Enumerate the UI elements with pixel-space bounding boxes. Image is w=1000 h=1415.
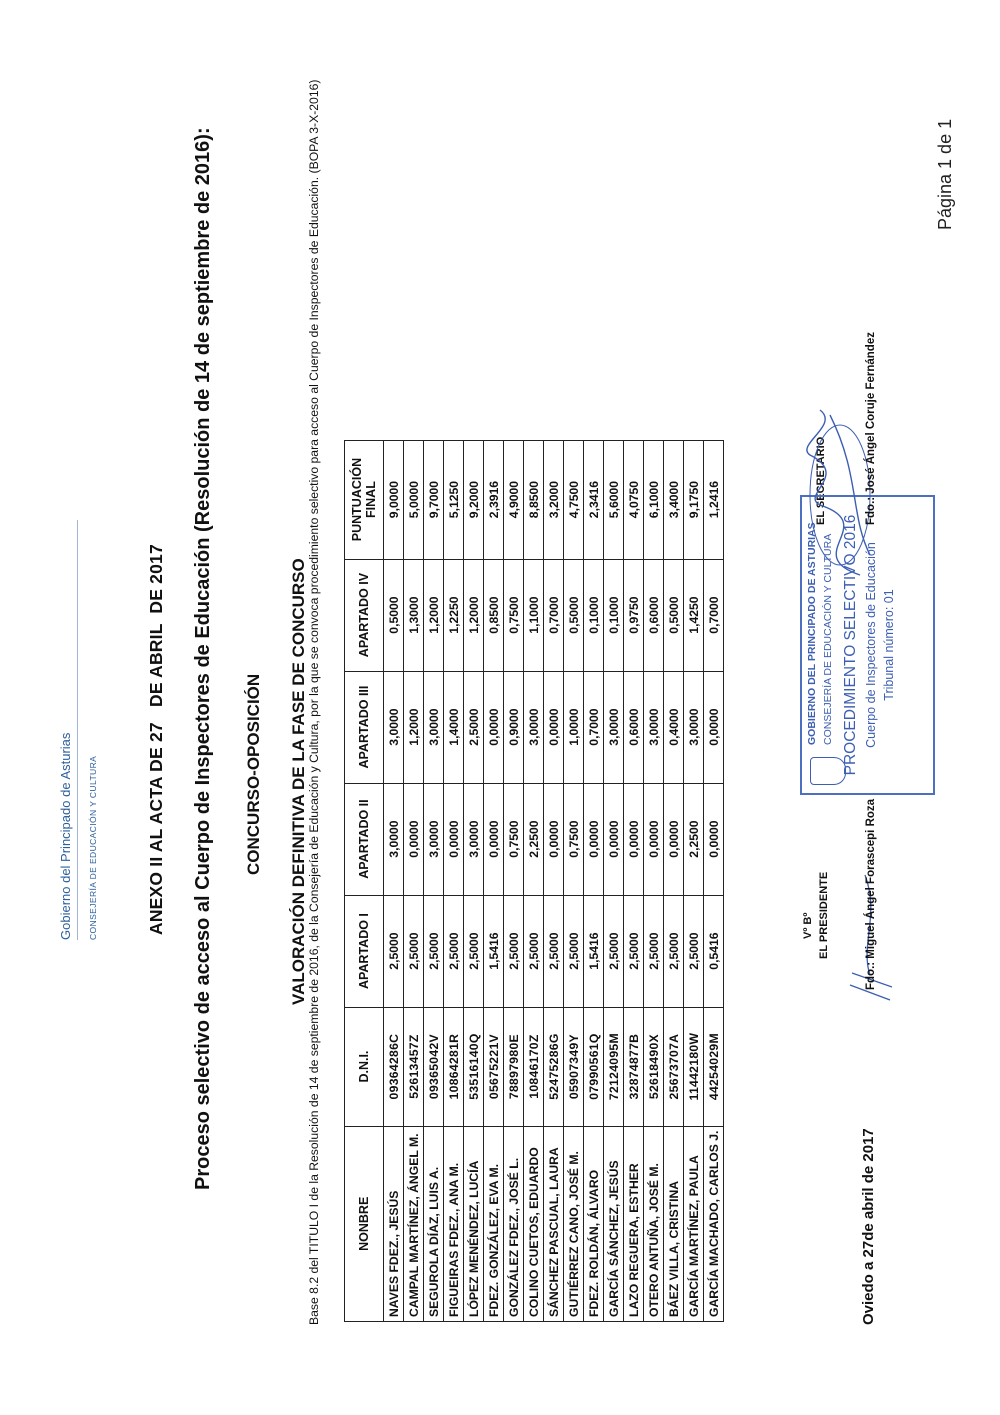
col-header-dni: D.N.I. [345,1007,384,1126]
table-cell: 05675221V [484,1007,504,1126]
table-cell: BÁEZ VILLA, CRISTINA [664,1126,684,1321]
table-cell: 2,5000 [524,895,544,1007]
table-cell: 1,2250 [444,559,464,671]
table-cell: 0,0000 [704,783,724,895]
table-cell: 4,7500 [564,440,584,559]
vobo-block [800,872,832,959]
table-cell: 1,1000 [524,559,544,671]
col-header-apartado-1: APARTADO I [345,895,384,1007]
table-cell: 1,2000 [424,559,444,671]
stamp-line-4: Cuerpo de Inspectores de Educación [864,542,878,748]
table-cell: 44254029M [704,1007,724,1126]
table-row [444,440,464,1321]
table-cell: 0,6000 [644,559,664,671]
table-cell: 2,5000 [464,671,484,783]
table-cell: 0,5000 [564,559,584,671]
crest-icon [810,757,846,785]
table-cell: CAMPAL MARTÍNEZ, ÁNGEL M. [404,1126,424,1321]
contest-title: CONCURSO-OPOSICIÓN [244,673,263,875]
stamp-line-5: Tribunal número: 01 [882,589,896,701]
table-cell: 8,8500 [524,440,544,559]
table-cell: 3,4000 [664,440,684,559]
table-cell: 0,0000 [604,783,624,895]
col-header-apartado-3: APARTADO III [345,671,384,783]
table-cell: 1,0000 [564,671,584,783]
table-cell: GONZÁLEZ FDEZ., JOSÉ L. [504,1126,524,1321]
table-row [424,440,444,1321]
table-row [664,440,684,1321]
table-cell: 0,0000 [624,783,644,895]
table-cell: 1,2000 [404,671,424,783]
table-cell: 5,6000 [604,440,624,559]
table-cell: 0,5000 [664,559,684,671]
col-header-apartado-4: APARTADO IV [345,559,384,671]
letterhead [58,520,98,940]
table-cell: 10846170Z [524,1007,544,1126]
table-cell: SÁNCHEZ PASCUAL, LAURA [544,1126,564,1321]
table-row [684,440,704,1321]
col-header-apartado-2: APARTADO II [345,783,384,895]
table-cell: 2,5000 [544,895,564,1007]
table-row [504,440,524,1321]
table-cell: 53516140Q [464,1007,484,1126]
table-cell: 1,2416 [704,440,724,559]
table-cell: 09365042V [424,1007,444,1126]
table-cell: SEGUROLA DÍAZ, LUIS A. [424,1126,444,1321]
vobo-label: Vº Bº [802,912,814,939]
process-title: Proceso selectivo de acceso al Cuerpo de Inspectores de Educación (Resolución de 14 de septiembre de 2016): [192,127,214,1190]
table-cell: 3,0000 [464,783,484,895]
table-cell: 2,5000 [444,895,464,1007]
table-cell: 0,1000 [604,559,624,671]
table-cell: 0,7500 [504,783,524,895]
table-cell: 72124095M [604,1007,624,1126]
table-cell: 25673707A [664,1007,684,1126]
table-cell: FDEZ. ROLDÁN, ÁLVARO [584,1126,604,1321]
table-cell: 09364286C [384,1007,404,1126]
table-cell: 9,2000 [464,440,484,559]
table-cell: 3,0000 [384,671,404,783]
table-cell: 1,5416 [584,895,604,1007]
table-cell: 9,1750 [684,440,704,559]
table-cell: 3,0000 [424,783,444,895]
stamp-line-2: CONSEJERÍA DE EDUCACIÓN Y CULTURA [822,533,834,745]
table-row [584,440,604,1321]
table-cell: 0,0000 [704,671,724,783]
table-cell: 52618490X [644,1007,664,1126]
table-cell: 0,9750 [624,559,644,671]
table-cell: 0,7000 [584,671,604,783]
table-cell: 5,0000 [404,440,424,559]
table-cell: 0,7500 [504,559,524,671]
table-cell: 2,5000 [504,895,524,1007]
table-cell: 0,5000 [384,559,404,671]
stamp-line-1: GOBIERNO DEL PRINCIPADO DE ASTURIAS [806,522,818,745]
table-cell: 0,5416 [704,895,724,1007]
table-cell: 2,5000 [664,895,684,1007]
table-cell: 1,5416 [484,895,504,1007]
table-cell: 1,4250 [684,559,704,671]
table-cell: GUTIÉRREZ CANO, JOSÉ M. [564,1126,584,1321]
table-cell: 2,3416 [584,440,604,559]
org-name: Gobierno del Principado de Asturias [58,732,73,940]
table-cell: GARCÍA MARTÍNEZ, PAULA [684,1126,704,1321]
table-cell: FIGUEIRAS FDEZ., ANA M. [444,1126,464,1321]
table-cell: 2,5000 [404,895,424,1007]
table-cell: 4,0750 [624,440,644,559]
table-cell: 52475286G [544,1007,564,1126]
table-cell: 2,5000 [644,895,664,1007]
table-cell: 0,4000 [664,671,684,783]
table-cell: FDEZ. GONZÁLEZ, EVA M. [484,1126,504,1321]
table-cell: 2,5000 [464,895,484,1007]
stamp-line-3: PROCEDIMIENTO SELECTIVO 2016 [842,514,859,776]
table-cell: 2,5000 [424,895,444,1007]
table-cell: OTERO ANTUÑA, JOSÉ M. [644,1126,664,1321]
valuation-title: VALORACIÓN DEFINITIVA DE LA FASE DE CONCURSO [289,558,308,1005]
col-header-final: PUNTUACIÓN FINAL [345,440,384,559]
table-cell: 1,2000 [464,559,484,671]
place-date: Oviedo a 27de abril de 2017 [860,1128,877,1325]
table-cell: 3,0000 [384,783,404,895]
table-cell: 2,3916 [484,440,504,559]
table-row [404,440,424,1321]
table-row [564,440,584,1321]
table-cell: 3,0000 [684,671,704,783]
table-row [484,440,504,1321]
table-row [604,440,624,1321]
table-cell: 0,6000 [624,671,644,783]
table-cell: 0,1000 [584,559,604,671]
table-cell: 2,2500 [684,783,704,895]
secretary-signed-by: Fdo.: José Ángel Coruje Fernández [865,332,877,525]
table-cell: 0,9000 [504,671,524,783]
annex-title: ANEXO II AL ACTA DE 27 DE ABRIL DE 2017 [146,544,166,935]
table-header-row [345,440,384,1321]
table-row [624,440,644,1321]
table-cell: 3,0000 [424,671,444,783]
table-cell: NAVES FDEZ., JESÚS [384,1126,404,1321]
table-cell: 0,0000 [484,671,504,783]
table-cell: 0,7500 [564,783,584,895]
table-row [464,440,484,1321]
table-cell: 2,5000 [604,895,624,1007]
table-cell: 78897980E [504,1007,524,1126]
table-cell: 0,0000 [404,783,424,895]
table-cell: 05907349Y [564,1007,584,1126]
table-cell: 0,0000 [484,783,504,895]
table-cell: 2,2500 [524,783,544,895]
table-cell: 3,0000 [604,671,624,783]
president-label: EL PRESIDENTE [818,871,830,959]
dept-name: CONSEJERÍA DE EDUCACIÓN Y CULTURA [88,755,98,940]
table-cell: 0,0000 [664,783,684,895]
table-cell: 0,0000 [544,671,564,783]
letterhead-rule [77,520,78,940]
table-cell: 6,1000 [644,440,664,559]
table-cell: 0,0000 [444,783,464,895]
table-cell: 0,0000 [644,783,664,895]
table-cell: 2,5000 [624,895,644,1007]
table-row [704,440,724,1321]
table-cell: 0,7000 [544,559,564,671]
table-cell: 32874877B [624,1007,644,1126]
base-paragraph: Base 8.2 del TITULO I de la Resolución de 14 de septiembre de 2016, de la Consejería de Educación y Cultura, por la que se convoca procedimiento selectivo para acceso al Cuerpo de Inspectores de Educación. (BOPA 3-X-2016) [307,79,321,1325]
table-cell: 5,1250 [444,440,464,559]
table-cell: 1,4000 [444,671,464,783]
table-cell: 3,2000 [544,440,564,559]
table-cell: 0,0000 [584,783,604,895]
secretary-label: EL SECRETARIO [815,436,827,525]
table-cell: LÓPEZ MENÉNDEZ, LUCÍA [464,1126,484,1321]
table-cell: GARCÍA MACHADO, CARLOS J. [704,1126,724,1321]
table-cell: 11442180W [684,1007,704,1126]
table-row [644,440,664,1321]
table-cell: 52613457Z [404,1007,424,1126]
table-cell: 2,5000 [384,895,404,1007]
page-number: Página 1 de 1 [935,118,955,230]
table-cell: LAZO REGUERA, ESTHER [624,1126,644,1321]
table-cell: 3,0000 [524,671,544,783]
table-cell: 4,9000 [504,440,524,559]
table-row [384,440,404,1321]
table-cell: 10864281R [444,1007,464,1126]
scores-table [344,440,724,1322]
president-signed-by: Fdo.: Miguel Ángel Forascepi Roza [865,798,877,990]
table-cell: 9,0000 [384,440,404,559]
table-cell: COLINO CUETOS, EDUARDO [524,1126,544,1321]
table-cell: 0,7000 [704,559,724,671]
table-cell: 1,3000 [404,559,424,671]
col-header-name: NONBRE [345,1126,384,1321]
table-cell: 2,5000 [564,895,584,1007]
table-row [544,440,564,1321]
table-cell: 9,7000 [424,440,444,559]
table-cell: 0,8500 [484,559,504,671]
table-cell: 07990561Q [584,1007,604,1126]
table-cell: GARCÍA SÁNCHEZ, JESÚS [604,1126,624,1321]
table-row [524,440,544,1321]
table-cell: 2,5000 [684,895,704,1007]
table-cell: 0,0000 [544,783,564,895]
table-cell: 3,0000 [644,671,664,783]
